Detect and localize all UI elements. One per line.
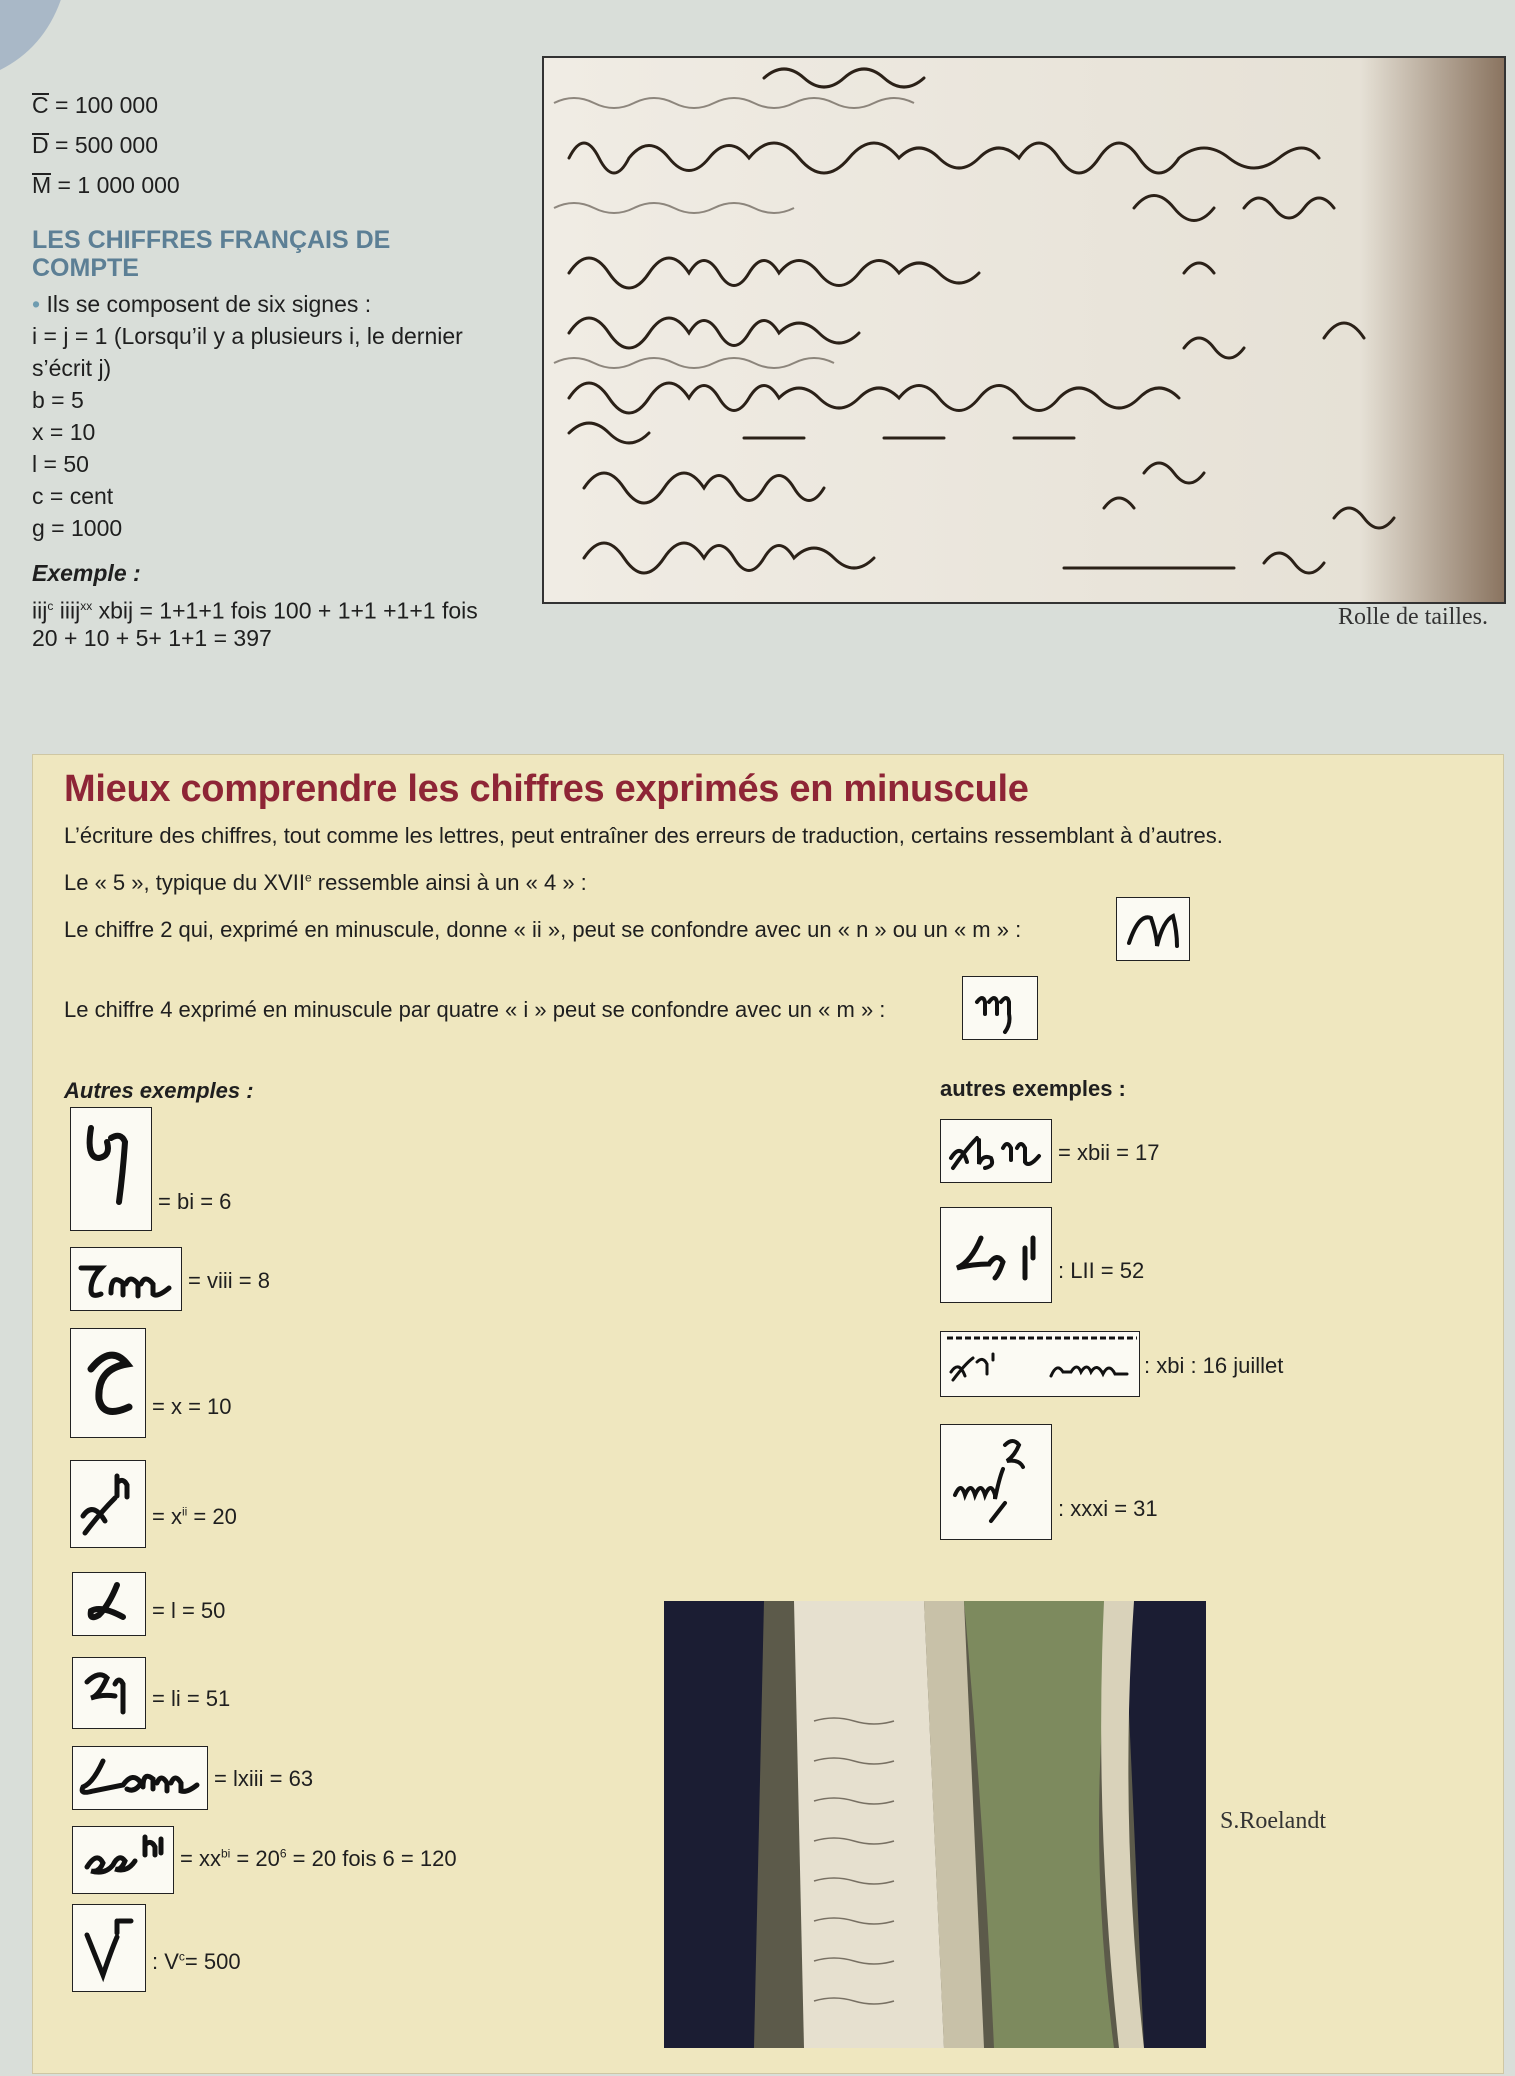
sign-line: b = 5 [32,387,84,413]
bullet-icon: • [32,291,41,317]
left-examples-heading: Autres exemples : [64,1078,254,1103]
photo-credit: S.Roelandt [1220,1808,1326,1834]
example-label: = $x^{ii} = 20$ [152,1504,237,1529]
handwriting-example [70,1107,152,1231]
handwriting-sample-4 [962,976,1038,1040]
example-line-1: iij$^c$ iiij$^{xx}$ xbij = 1+1+1 fois 100 + 1+1 +1+1 fois [32,597,478,624]
sign-line: l = 50 [32,451,89,477]
sign-line: s’écrit j) [32,355,112,381]
signs-intro: • Ils se composent de six signes : [32,291,372,317]
example-label: = bi = 6 [158,1189,232,1214]
sign-line: g = 1000 [32,515,123,541]
handwriting-example [940,1424,1052,1540]
example-label: = viii = 8 [188,1268,270,1293]
handwriting-example [72,1746,208,1810]
handwriting-example [70,1460,146,1548]
roman-value-d: D = 500 000 [32,132,158,158]
handwriting-example [940,1119,1052,1183]
handwriting-example [72,1904,146,1992]
box-paragraph: Le chiffre 2 qui, exprimé en minuscule, donne « ii », peut se confondre avec un « n » ou un « m » : [64,917,1022,942]
handwriting-example [72,1826,174,1894]
manuscript-caption: Rolle de tailles. [1338,604,1488,630]
example-label: : xxxi = 31 [1058,1496,1158,1521]
sign-line: c = cent [32,483,114,509]
corner-decoration [0,0,70,70]
manuscript-image [542,56,1506,604]
example-label: = li = 51 [152,1686,231,1711]
handwriting-example [940,1207,1052,1303]
sign-line: x = 10 [32,419,96,445]
section-heading: LES CHIFFRES FRANÇAIS DE COMPTE [32,226,391,282]
handwriting-example [940,1331,1140,1397]
handwriting-example [72,1572,146,1636]
handwriting-example [70,1328,146,1438]
box-paragraph: Le « 5 », typique du XVIIe ressemble ainsi à un « 4 » : [64,870,587,895]
right-examples-heading: autres exemples : [940,1076,1126,1101]
example-label: : $V^c= 500$ [152,1949,241,1974]
example-label: = lxiii = 63 [214,1766,314,1791]
handwriting-example [72,1657,146,1729]
example-label: : xbi : 16 juillet [1144,1353,1284,1378]
example-label: = x = 10 [152,1394,232,1419]
example-label: = $xx^{bi} = 20^6 = 20$ fois 6 = 120 [180,1846,457,1871]
roman-value-m: M = 1 000 000 [32,172,180,198]
example-heading: Exemple : [32,560,141,586]
example-label: = xbii = 17 [1058,1140,1160,1165]
register-photo [664,1601,1206,2048]
sign-line: i = j = 1 (Lorsqu’il y a plusieurs i, le dernier [32,323,463,349]
box-paragraph: Le chiffre 4 exprimé en minuscule par quatre « i » peut se confondre avec un « m » : [64,997,886,1022]
example-label: : LII = 52 [1058,1258,1145,1283]
roman-value-c: C = 100 000 [32,92,158,118]
box-title: Mieux comprendre les chiffres exprimés en minuscule [64,768,1029,810]
box-paragraph: L’écriture des chiffres, tout comme les lettres, peut entraîner des erreurs de traduction, certains ressemblant à d’autres. [64,823,1223,848]
handwriting-sample-2 [1116,897,1190,961]
example-label: = l = 50 [152,1598,226,1623]
handwriting-example [70,1247,182,1311]
example-line-2: 20 + 10 + 5+ 1+1 = 397 [32,625,272,651]
